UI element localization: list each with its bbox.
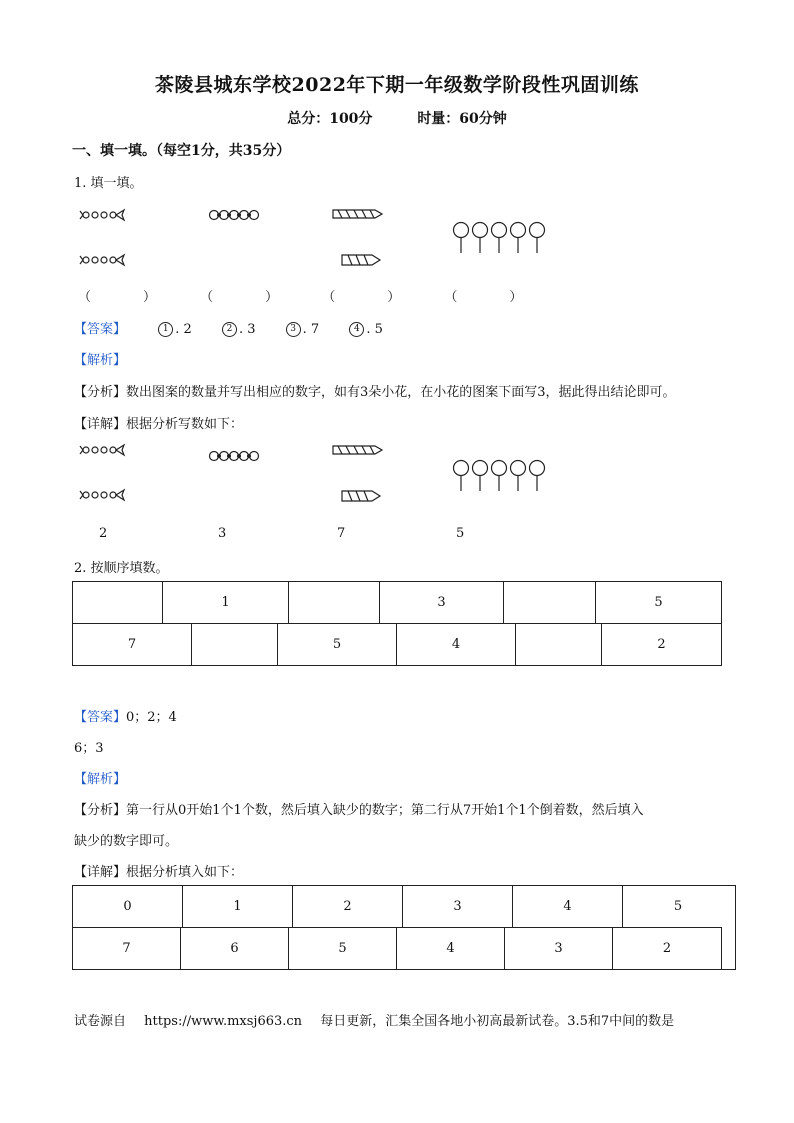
- detail-number-2: 3: [218, 526, 227, 541]
- candy-group-1: [80, 210, 124, 220]
- table-cell: 5: [673, 899, 683, 914]
- question-1-label: 1. 填一填。: [74, 176, 143, 191]
- table-cell[interactable]: [516, 624, 602, 665]
- table-cell: 2: [662, 941, 672, 956]
- lollipop-pictogram-detail: [452, 459, 548, 493]
- page-footer: [74, 1010, 688, 1029]
- table-cell: 1: [183, 886, 293, 927]
- table-cell: 6: [181, 928, 289, 969]
- answer-item-3: 3 . 7: [286, 322, 320, 337]
- answer-blanks: [78, 286, 562, 305]
- q2-analysis-line2: 缺少的数字即可。: [74, 834, 179, 849]
- answer-item-2: 2 . 3: [222, 322, 256, 337]
- table-cell: 4: [513, 886, 623, 927]
- table-row: [73, 582, 721, 623]
- detail-number-4: 5: [456, 526, 465, 541]
- answer-item-1: 1 . 2: [158, 322, 192, 337]
- table-cell: 3: [505, 928, 613, 969]
- table-cell[interactable]: [73, 582, 163, 623]
- q1-analysis: 【分析】数出图案的数量并写出相应的数字，如有3朵小花，在小花的图案下面写3，据此得出结论即可。: [74, 385, 676, 400]
- q2-answer-line2: 6；3: [74, 741, 104, 756]
- number-table-question: [72, 581, 722, 666]
- footer-slogan: 每日更新，汇集全国各地小初高最新试卷。3.5和7中间的数是: [320, 1014, 675, 1029]
- table-cell[interactable]: [504, 582, 596, 623]
- q2-answer-line1: 【答案】0；2；4: [74, 710, 177, 725]
- table-row: [73, 623, 721, 665]
- table-cell: 3: [380, 582, 504, 623]
- blank-4[interactable]: （ ）: [444, 290, 523, 305]
- section-heading: 一、填一填。（每空1分，共35分）: [72, 143, 291, 159]
- table-cell: 1: [163, 582, 289, 623]
- q1-detail: 【详解】根据分析写数如下：: [74, 417, 244, 432]
- number-table-answer: [72, 885, 736, 970]
- blank-3[interactable]: （ ）: [322, 290, 401, 305]
- flower-pictogram: [208, 205, 260, 225]
- answer-item-4: 4 . 5: [349, 322, 383, 337]
- table-cell: 7: [73, 624, 192, 665]
- candy-pictogram-detail: [78, 438, 128, 506]
- blank-1[interactable]: （ ）: [78, 290, 157, 305]
- q2-analysis-line1: 【分析】第一行从0开始1个1个数，然后填入缺少的数字；第二行从7开始1个1个倒着数，然后填入: [74, 803, 644, 818]
- answer-tag: 【答案】: [74, 710, 127, 725]
- total-score: 总分：100分: [287, 111, 373, 127]
- time-limit: 时量：60分钟: [417, 111, 507, 127]
- table-cell[interactable]: [289, 582, 380, 623]
- lollipop-pictogram: [452, 221, 548, 255]
- page-title: 茶陵县城东学校2022年下期一年级数学阶段性巩固训练: [155, 74, 639, 96]
- candy-group-2: [80, 255, 124, 265]
- table-cell: 2: [657, 637, 666, 652]
- q2-detail: 【详解】根据分析填入如下：: [74, 865, 244, 880]
- answer-tag: 【答案】: [74, 322, 127, 337]
- table-row: [73, 886, 735, 927]
- table-cell: 5: [278, 624, 397, 665]
- table-cell: 7: [73, 928, 181, 969]
- table-cell: 5: [654, 595, 663, 610]
- table-cell[interactable]: [192, 624, 278, 665]
- table-cell: 4: [397, 928, 505, 969]
- table-cell: 2: [293, 886, 403, 927]
- table-cell: 5: [289, 928, 397, 969]
- table-row: [73, 927, 722, 969]
- table-cell: 3: [403, 886, 513, 927]
- q1-answer-line: [74, 318, 409, 337]
- pencil-pictogram-detail: [330, 441, 390, 507]
- score-line: [0, 108, 794, 128]
- blank-2[interactable]: （ ）: [200, 290, 279, 305]
- question-2-label: 2. 按顺序填数。: [74, 561, 169, 576]
- flower-pictogram-detail: [208, 446, 260, 466]
- detail-number-3: 7: [337, 526, 346, 541]
- footer-url-link[interactable]: https://www.mxsj663.cn: [144, 1014, 303, 1029]
- pencil-pictogram: [330, 205, 390, 271]
- detail-number-1: 2: [99, 526, 108, 541]
- candy-pictogram: [78, 203, 128, 271]
- table-cell: 0: [73, 886, 183, 927]
- footer-source: 试卷源自: [74, 1014, 127, 1029]
- analysis-tag: 【解析】: [74, 772, 127, 787]
- analysis-tag: 【解析】: [74, 353, 127, 368]
- table-cell: 4: [397, 624, 516, 665]
